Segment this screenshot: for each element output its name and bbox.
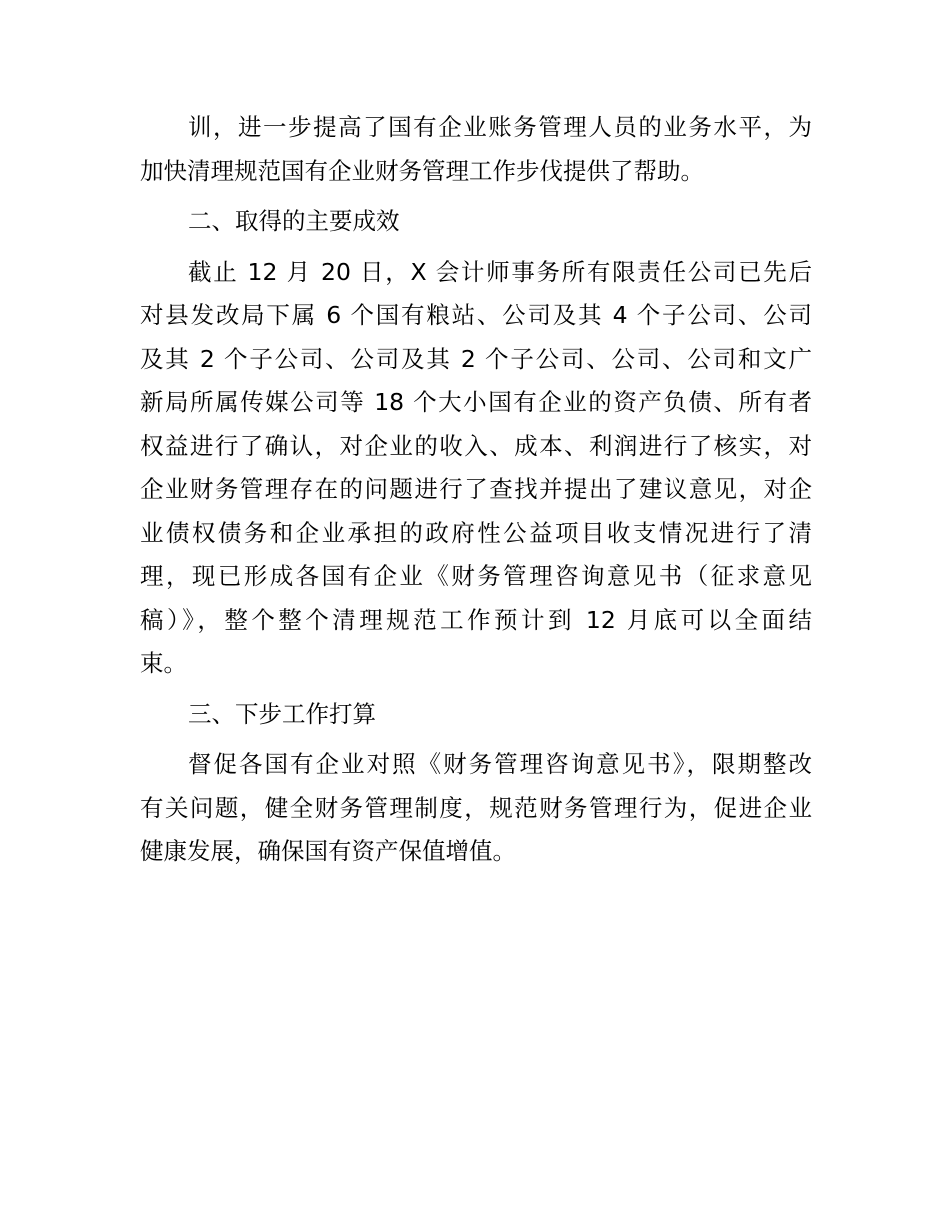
paragraph-line: 业债权债务和企业承担的政府性公益项目收支情况进行了清 xyxy=(140,518,812,547)
paragraph-line: 新局所属传媒公司等 18 个大小国有企业的资产负债、所有者 xyxy=(140,388,812,416)
paragraph-training-result xyxy=(140,106,812,193)
paragraph-line: 企业财务管理存在的问题进行了查找并提出了建议意见，对企 xyxy=(140,475,812,503)
paragraph-line: 束。 xyxy=(140,649,187,677)
section-heading-main-results: 二、取得的主要成效 xyxy=(188,207,400,235)
section-heading-next-steps: 三、下步工作打算 xyxy=(188,699,376,728)
paragraph-line: 有关问题，健全财务管理制度，规范财务管理行为，促进企业 xyxy=(140,793,812,822)
paragraph-line: 训，进一步提高了国有企业账务管理人员的业务水平，为 xyxy=(188,113,812,141)
paragraph-line: 理，现已形成各国有企业《财务管理咨询意见书（征求意见 xyxy=(140,562,812,590)
paragraph-line: 加快清理规范国有企业财务管理工作步伐提供了帮助。 xyxy=(140,156,704,185)
paragraph-line: 稿）》，整个整个清理规范工作预计到 12 月底可以全面结 xyxy=(140,605,812,634)
paragraph-main-results xyxy=(140,251,812,686)
document-page xyxy=(140,106,812,874)
paragraph-line: 健康发展，确保国有资产保值增值。 xyxy=(140,837,516,865)
paragraph-line: 权益进行了确认，对企业的收入、成本、利润进行了核实，对 xyxy=(140,431,812,460)
paragraph-next-steps xyxy=(140,743,812,874)
paragraph-line: 及其 2 个子公司、公司及其 2 个子公司、公司、公司和文广 xyxy=(140,344,812,373)
paragraph-line: 对县发改局下属 6 个国有粮站、公司及其 4 个子公司、公司 xyxy=(140,301,812,329)
paragraph-line: 督促各国有企业对照《财务管理咨询意见书》，限期整改 xyxy=(188,750,812,778)
paragraph-line: 截止 12 月 20 日，X 会计师事务所有限责任公司已先后 xyxy=(188,257,812,286)
